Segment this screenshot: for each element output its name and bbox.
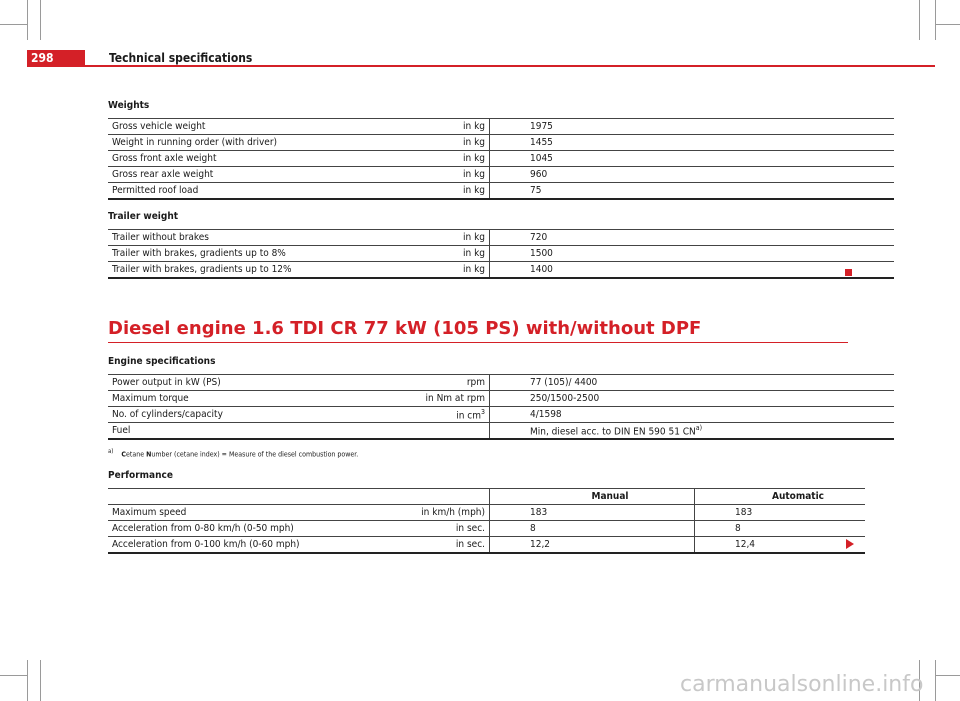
table-row: Gross rear axle weight in kg 960 xyxy=(108,167,894,183)
crop-mark xyxy=(919,0,920,40)
table-row: No. of cylinders/capacity in $cm^3$ 4/1598 xyxy=(108,407,894,423)
table-row: Permitted roof load in kg 75 xyxy=(108,183,894,200)
heading-rule xyxy=(108,342,848,343)
table-row: Acceleration from 0-80 km/h (0-50 mph) in sec. 8 8 xyxy=(108,521,865,537)
weights-title: Weights xyxy=(108,100,150,111)
engine-specs-title: Engine specifications xyxy=(108,356,216,367)
crop-mark xyxy=(40,0,41,40)
table-row: Fuel Min, diesel acc. to DIN EN 590 51 CN$^{a)}$ xyxy=(108,423,894,440)
table-row: Trailer with brakes, gradients up to 8% in kg 1500 xyxy=(108,246,894,262)
header-title: Technical specifications xyxy=(109,51,253,65)
table-row: Acceleration from 0-100 km/h (0-60 mph) in sec. 12,2 12,4 xyxy=(108,537,865,554)
crop-mark xyxy=(935,0,936,40)
continue-arrow-icon xyxy=(846,539,854,549)
table-row: Weight in running order (with driver) in kg 1455 xyxy=(108,135,894,151)
table-row: Maximum speed in km/h (mph) 183 183 xyxy=(108,505,865,521)
trailer-title: Trailer weight xyxy=(108,211,179,222)
watermark: carmanualsonline.info xyxy=(680,672,924,697)
section-end-marker xyxy=(845,269,852,276)
crop-mark xyxy=(935,675,960,676)
section-heading: Diesel engine 1.6 TDI CR 77 kW (105 PS) with/without DPF xyxy=(108,318,702,339)
table-row: Gross front axle weight in kg 1045 xyxy=(108,151,894,167)
footnote: $^{a)}$ Cetane Number (cetane index) = Measure of the diesel combustion power. xyxy=(108,448,359,459)
crop-mark xyxy=(935,660,936,701)
table-row: Maximum torque in Nm at rpm 250/1500-2500 xyxy=(108,391,894,407)
performance-title: Performance xyxy=(108,470,173,481)
page-number: 298 xyxy=(27,50,85,67)
weights-table xyxy=(108,118,894,200)
crop-mark xyxy=(935,24,960,25)
performance-table xyxy=(108,488,865,554)
table-row: Trailer with brakes, gradients up to 12% in kg 1400 xyxy=(108,262,894,279)
crop-mark xyxy=(27,0,28,40)
engine-specs-table xyxy=(108,374,894,440)
crop-mark xyxy=(27,660,28,701)
crop-mark xyxy=(0,24,27,25)
table-header-row: Manual Automatic xyxy=(108,489,865,505)
table-row: Power output in kW (PS) rpm 77 (105)/ 4400 xyxy=(108,375,894,391)
table-row: Trailer without brakes in kg 720 xyxy=(108,230,894,246)
crop-mark xyxy=(40,660,41,701)
table-row: Gross vehicle weight in kg 1975 xyxy=(108,119,894,135)
crop-mark xyxy=(0,675,27,676)
trailer-table xyxy=(108,229,894,279)
